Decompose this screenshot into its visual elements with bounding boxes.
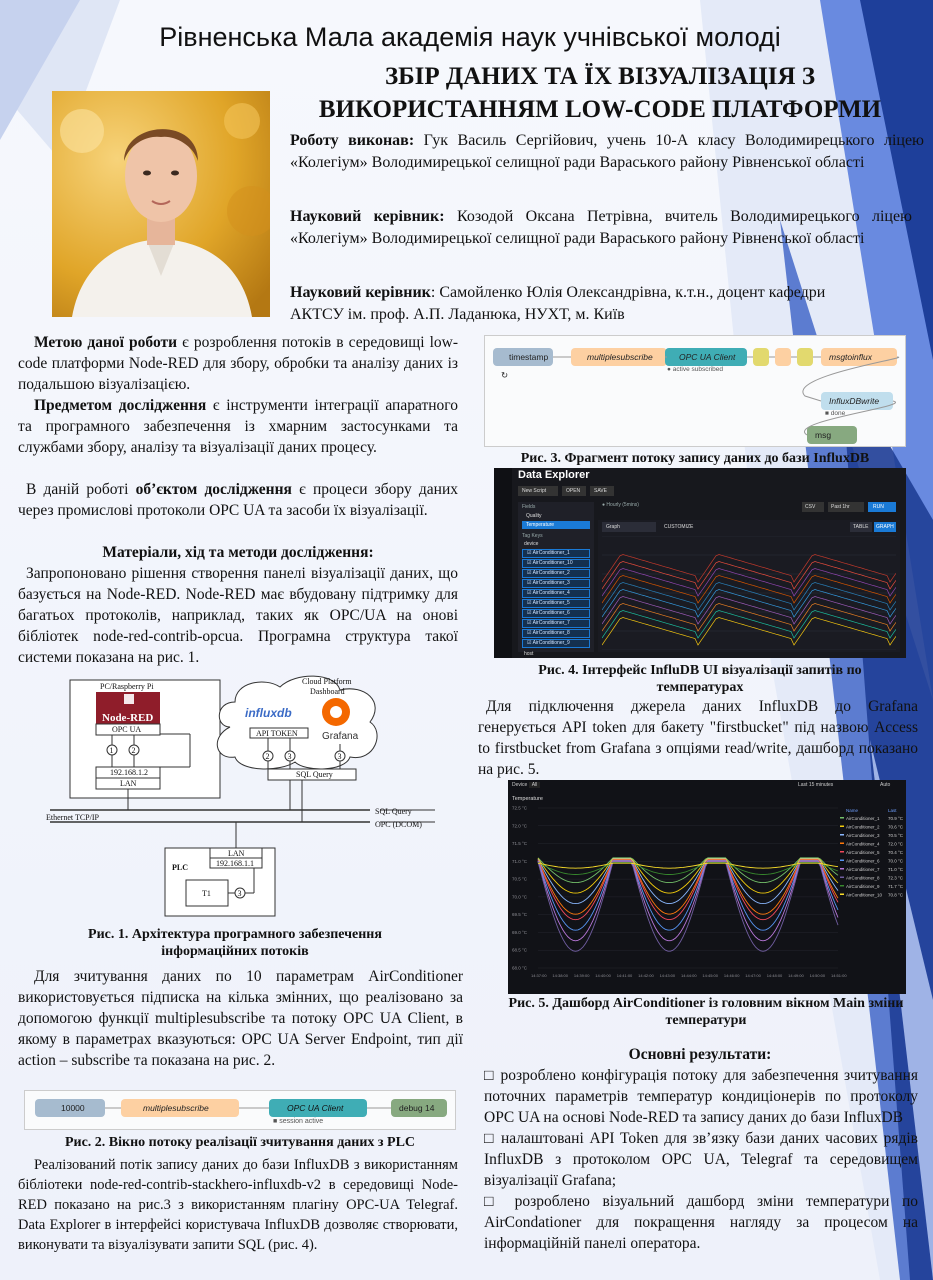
legend-series-name: AirConditioner_8 <box>846 875 880 881</box>
legend-series-last: 72.3 °C <box>888 875 904 881</box>
fig1-architecture-diagram <box>40 672 450 922</box>
x-tick-label: 14:41:00 <box>616 973 633 978</box>
legend-swatch <box>840 877 844 879</box>
legend-swatch <box>840 834 844 836</box>
field-temperature[interactable]: Temperature <box>522 521 590 529</box>
x-tick-label: 14:42:00 <box>638 973 654 978</box>
paragraph-grafana-token: Для підключення джерела даних InfluxDB до Grafana генерується API token для бакету "firstbucket" під назвою Access to firstbucket from Grafana з опціями read/write, дашборд показано на рис. 5. <box>478 698 918 778</box>
grafana-temperature-chart <box>508 804 906 994</box>
msg-debug-node: msg <box>807 426 857 444</box>
opcua-client-node: OPC UA Client <box>269 1099 367 1117</box>
cloud-label: Cloud Platform <box>302 677 352 686</box>
y-tick-label: 72.5 °C <box>512 805 528 811</box>
legend-name-header: Name <box>846 808 859 813</box>
dashboard-label: Dashboard <box>310 687 345 696</box>
device-checkbox-item[interactable]: ☑ AirConditioner_4 <box>522 589 590 598</box>
customize-button[interactable]: CUSTOMIZE <box>664 524 694 530</box>
object-label: об’єктом дослідження <box>135 481 292 498</box>
fig4-caption: Рис. 4. Інтерфейс InfluDB UI візуалізації запитів по температурах <box>538 663 862 695</box>
influxdb-write-node: InfluxDBwrite <box>821 392 893 410</box>
x-tick-label: 14:37:00 <box>531 973 547 978</box>
time-range-picker[interactable]: Last 15 minutes <box>798 782 834 788</box>
fields-heading: Fields <box>522 504 536 510</box>
legend-series-name: AirConditioner_3 <box>846 833 880 838</box>
legend-series-last: 70.4 °C <box>888 850 904 855</box>
supervisor2-block <box>290 282 830 326</box>
legend-series-name: AirConditioner_6 <box>846 858 880 864</box>
opcua-label: OPC UA <box>112 725 142 734</box>
legend-series-last: 70.9 °C <box>888 816 904 821</box>
fig4-influx-data-explorer <box>494 468 906 658</box>
sql-query-box: SQL Query <box>296 770 333 779</box>
x-tick-label: 14:43:00 <box>659 973 676 978</box>
device-variable[interactable]: Device All <box>512 782 540 788</box>
bullet-icon: □ <box>484 1193 503 1210</box>
influxdb-logo: influxdb <box>245 706 292 720</box>
y-tick-label: 71.5 °C <box>512 841 528 847</box>
data-explorer-title: Data Explorer <box>518 469 590 481</box>
results-heading: Основні результати: <box>628 1046 772 1063</box>
bullet-icon: □ <box>484 1130 496 1147</box>
function-node: multiplesubscribe <box>571 348 667 366</box>
author-text: Гук Василь Сергійович, учень 10-А класу Володимирецького ліцею «Колегіум» Володимирецької селищної ради Вараського району Рівненської області <box>290 132 924 171</box>
refresh-auto[interactable]: Auto <box>880 782 891 788</box>
influx-nav-rail <box>494 468 512 658</box>
open-button[interactable]: OPEN <box>562 486 586 496</box>
result-item-3: □ розроблено візуальний дашборд зміни температури по AirCondationer для покращення нагляду за процесом на інформаційній панелі оператора. <box>484 1193 918 1252</box>
device-checkbox-item[interactable]: ☑ AirConditioner_9 <box>522 639 590 648</box>
legend-series-last: 70.5 °C <box>888 833 904 838</box>
legend-series-name: AirConditioner_5 <box>846 850 880 855</box>
svg-text:2: 2 <box>265 752 270 761</box>
svg-text:3: 3 <box>337 752 342 761</box>
t1-label: T1 <box>202 889 211 898</box>
supervisor1-text: Козодой Оксана Петрівна, вчитель Володимирецького ліцею «Колегіум» Володимирецької селищної ради Вараського району Рівненської області <box>290 208 913 247</box>
legend-series-last: 70.6 °C <box>888 824 904 830</box>
legend-series-last: 70.8 °C <box>888 892 904 898</box>
goal-text: є розроблення потоків в середовищі low-code платформи Node-RED для збору, обробки та аналізу даних із подальшою візуалізацією. <box>18 334 458 393</box>
sql-query-line-label: SQL Query <box>375 807 412 816</box>
device-list <box>518 549 594 648</box>
bullet-icon: □ <box>484 1067 496 1084</box>
run-button[interactable]: RUN <box>868 502 896 512</box>
paragraph-subscription: Для зчитування даних по 10 параметрам AirConditioner використовується підписка на кілька змінних, що реалізовано за допомогою функції multiplesubscribe та потоку OPC UA Client, в якому в параметрах вказуються: OPC UA Server Endpoint, тип дії action – subscribe та показана на рис. 2. <box>18 968 463 1069</box>
time-range-select[interactable]: Past 1hr <box>828 502 864 512</box>
legend-swatch <box>840 826 844 828</box>
x-tick-label: 14:49:00 <box>788 973 804 978</box>
x-tick-label: 14:48:00 <box>766 973 783 978</box>
legend-swatch <box>840 860 844 862</box>
results-list <box>484 1065 918 1254</box>
opcua-client-node: OPC UA Client <box>665 348 747 366</box>
result-item-2: □ налаштовані API Token для зв’язку бази даних часових рядів InfluxDB з протоколом OPC UA, Telegraf та середовищем візуалізації Grafana; <box>484 1130 918 1189</box>
legend-series-name: AirConditioner_1 <box>846 816 880 821</box>
api-token-label: API TOKEN <box>256 729 298 738</box>
object-paragraph <box>18 479 458 521</box>
graph-toggle[interactable]: GRAPH <box>874 522 896 532</box>
y-tick-label: 70.5 °C <box>512 876 528 882</box>
legend-swatch <box>840 894 844 896</box>
supervisor1-block <box>290 206 912 250</box>
pc-label: PC/Raspberry Pi <box>100 682 154 691</box>
legend-swatch <box>840 851 844 853</box>
session-status: ■ session active <box>273 1118 324 1125</box>
goal-label: Метою даної роботи <box>34 334 178 351</box>
x-tick-label: 14:45:00 <box>702 973 719 978</box>
tagkeys-heading: Tag Keys <box>522 533 543 539</box>
hourly-label: ● Hourly (5mins) <box>602 502 639 508</box>
title-line-1: ЗБІР ДАНИХ ТА ЇХ ВІЗУАЛІЗАЦІЯ З <box>384 63 816 90</box>
y-tick-label: 68.5 °C <box>512 947 528 953</box>
pc-ip: 192.168.1.2 <box>110 768 148 777</box>
fig3-node-red-flow <box>484 335 906 447</box>
legend-swatch <box>840 868 844 870</box>
msgtoinflux-node: msgtoinflux <box>821 348 897 366</box>
fig2-node-red-flow <box>24 1090 456 1130</box>
svg-text:1: 1 <box>109 746 114 755</box>
x-tick-label: 14:46:00 <box>723 973 740 978</box>
field-quality[interactable]: Quality <box>526 513 542 519</box>
legend-last-header: Last <box>888 808 897 813</box>
device-checkbox-item[interactable]: ☑ AirConditioner_5 <box>522 599 590 608</box>
subject-label: Предметом дослідження <box>34 397 207 414</box>
device-checkbox-item[interactable]: ☑ AirConditioner_1 <box>522 549 590 558</box>
new-script-button[interactable]: New Script <box>518 486 558 496</box>
grafana-label: Grafana <box>322 731 359 742</box>
device-checkbox-item[interactable]: ☑ AirConditioner_10 <box>522 559 590 568</box>
ethernet-label: Ethernet TCP/IP <box>46 813 99 822</box>
legend-series-name: AirConditioner_7 <box>846 867 880 872</box>
device-tag[interactable]: device <box>524 541 539 547</box>
table-toggle[interactable]: TABLE <box>850 522 872 532</box>
device-checkbox-item[interactable]: ☑ AirConditioner_6 <box>522 609 590 618</box>
fig2-caption: Рис. 2. Вікно потоку реалізації зчитування даних з PLC <box>64 1135 416 1150</box>
subject-text: є інструменти інтеграції апаратного та програмного забезпечення із хмарним застосунками та службами збору, аналізу та візуалізації даних процесу. <box>18 397 458 456</box>
object-text: є процеси збору даних через промислові протоколи OPC UA та засоби їх візуалізації. <box>18 481 459 519</box>
legend-series-name: AirConditioner_9 <box>846 884 880 889</box>
x-tick-label: 14:38:00 <box>552 973 569 978</box>
x-tick-label: 14:47:00 <box>745 973 761 978</box>
supervisor2-text: : Самойленко Юлія Олександрівна, к.т.н., доцент кафедри АКТСУ ім. проф. А.П. Ладанюка, НУХТ, м. Київ <box>290 284 826 323</box>
legend-series-name: AirConditioner_2 <box>846 824 880 830</box>
y-tick-label: 69.5 °C <box>512 912 528 918</box>
goal-paragraph <box>18 332 458 395</box>
timestamp-inject-node: timestamp ↻ <box>493 348 553 366</box>
author-label: Роботу виконав: <box>290 132 415 149</box>
device-checkbox-item[interactable]: ☑ AirConditioner_8 <box>522 629 590 638</box>
x-tick-label: 14:40:00 <box>595 973 611 978</box>
legend-swatch <box>840 885 844 887</box>
nodered-label: Node-RED <box>102 712 154 724</box>
legend-series-last: 70.0 °C <box>888 858 904 864</box>
author-photo <box>52 91 270 317</box>
methods-heading: Матеріали, хід та методи дослідження: <box>102 544 374 561</box>
fig5-grafana-dashboard <box>508 780 906 994</box>
academy-name: Рівненська Мала академія наук учнівської молоді <box>159 22 781 52</box>
svg-text:3: 3 <box>287 752 292 761</box>
object-pre: В даній роботі <box>26 481 136 498</box>
csv-button[interactable]: CSV <box>802 502 824 512</box>
subject-paragraph <box>18 395 458 458</box>
author-block <box>290 130 924 174</box>
device-checkbox-item[interactable]: ☑ AirConditioner_7 <box>522 619 590 628</box>
x-tick-label: 14:44:00 <box>681 973 697 978</box>
subscribed-status: ● active subscribed <box>667 366 723 373</box>
legend-series-name: AirConditioner_10 <box>846 892 883 898</box>
legend-series-name: AirConditioner_4 <box>846 841 880 847</box>
x-tick-label: 14:50:00 <box>809 973 826 978</box>
supervisor2-label: Науковий керівник <box>290 284 431 301</box>
inject-node: 10000 <box>35 1099 105 1117</box>
y-tick-label: 70.0 °C <box>512 894 528 900</box>
function-node: multiplesubscribe <box>121 1099 239 1117</box>
panel-title: Temperature <box>512 796 543 802</box>
svg-text:LAN: LAN <box>228 849 245 858</box>
y-tick-label: 72.0 °C <box>512 823 528 829</box>
graph-panel <box>598 520 900 652</box>
title-line-2: ВИКОРИСТАННЯМ LOW-CODE ПЛАТФОРМИ <box>318 96 882 123</box>
methods-paragraph: Запропоновано рішення створення панелі візуалізації даних, що базується на Node-RED. Node-RED має вбудовану підтримку для багатьох протоколів, наприклад, таких як OPC/UA на онові бібліотек node-red-contrib-opcua. Програмна структура такої системи показана на рис. 1. <box>18 565 458 666</box>
legend-series-last: 71.0 °C <box>888 867 904 872</box>
plc-label: PLC <box>172 863 188 872</box>
x-tick-label: 14:39:00 <box>573 973 590 978</box>
fig5-caption: Рис. 5. Дашборд AirConditioner із головним вікном Main зміни температури <box>508 996 904 1028</box>
influx-temperature-graph <box>602 536 896 650</box>
cloud-platform <box>217 676 377 769</box>
host-tag[interactable]: host <box>524 651 534 657</box>
fig1-caption: Рис. 1. Архітектура програмного забезпечення інформаційних потоків <box>88 927 382 959</box>
paragraph-influx-write: Реалізований потік запису даних до бази InfluxDB з використанням бібліотеки node-red-contrib-stackhero-influxdb-v2 в середовищі Node-RED показано на рис.3 з використанням плагіну OPC-UA Telegraf. Data Explorer в інтерфейсі користувача InfluxDB дозволяє створювати, виконувати та візуалізувати запити SQL (рис. 4). <box>18 1157 458 1253</box>
y-tick-label: 68.0 °C <box>512 965 528 971</box>
schema-browser <box>518 502 594 657</box>
y-tick-label: 69.0 °C <box>512 929 528 935</box>
y-tick-label: 71.0 °C <box>512 858 528 864</box>
device-checkbox-item[interactable]: ☑ AirConditioner_3 <box>522 579 590 588</box>
legend-series-last: 71.7 °C <box>888 884 904 889</box>
result-item-1: □ розроблено конфігурація потоку для забезпечення зчитування поточних параметрів температур кондиціонерів по протоколу OPC UA на основі Node-RED та запису даних до бази InfluxDB <box>484 1067 918 1126</box>
opc-line-label: OPC (DCOM) <box>375 820 422 829</box>
debug-node: debug 14 <box>391 1099 447 1117</box>
poster-title <box>280 60 920 126</box>
legend-series-last: 72.0 °C <box>888 841 904 847</box>
save-button[interactable]: SAVE <box>590 486 614 496</box>
legend-swatch <box>840 817 844 819</box>
supervisor1-label: Науковий керівник: <box>290 208 445 225</box>
svg-text:3: 3 <box>237 889 242 898</box>
x-tick-label: 14:51:00 <box>831 973 847 978</box>
plc-ip: 192.168.1.1 <box>216 859 254 868</box>
device-checkbox-item[interactable]: ☑ AirConditioner_2 <box>522 569 590 578</box>
graph-type-select[interactable]: Graph <box>602 522 656 532</box>
write-status: ■ done <box>825 410 846 417</box>
legend-swatch <box>840 843 844 845</box>
fig3-caption: Рис. 3. Фрагмент потоку запису даних до бази InfluxDB <box>520 451 870 466</box>
svg-text:2: 2 <box>131 746 136 755</box>
pc-lan: LAN <box>120 779 137 788</box>
